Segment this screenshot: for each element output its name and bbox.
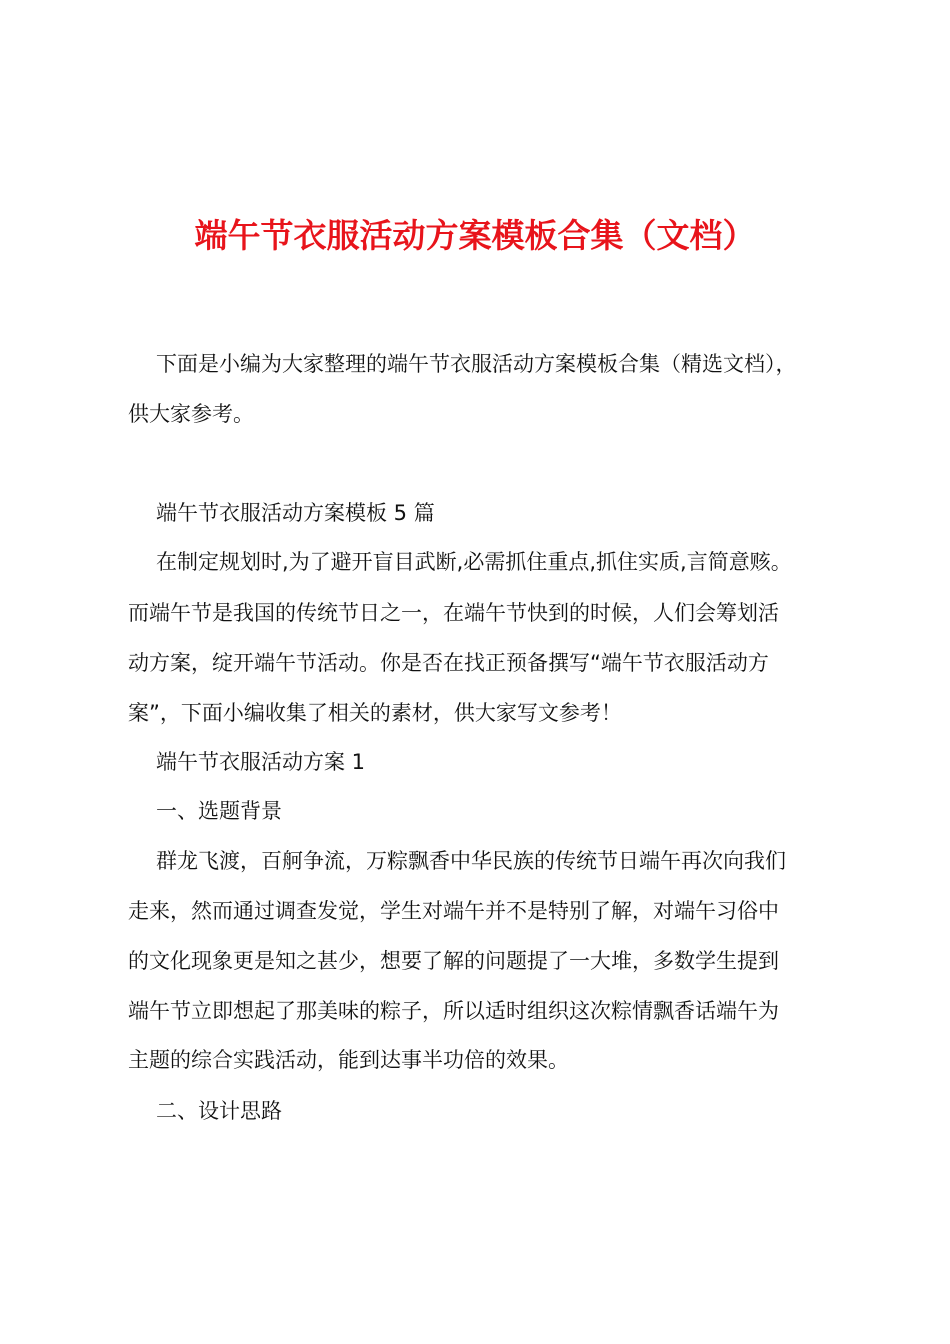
- intro-line-1: 下面是小编为大家整理的端午节衣服活动方案模板合集（精选文档），: [156, 352, 797, 376]
- para1-line-3: 动方案，绽开端午节活动。你是否在找正预备撰写“端午节衣服活动方: [128, 651, 769, 675]
- para2-line-4: 端午节立即想起了那美味的粽子，所以适时组织这次粽情飘香话端午为: [128, 999, 779, 1023]
- subheading-background: 一、选题背景: [156, 799, 282, 823]
- para1-line-4: 案”，下面小编收集了相关的素材，供大家写文参考！: [128, 701, 622, 725]
- plan-heading: 端午节衣服活动方案 1: [156, 750, 366, 774]
- para1-line-1: 在制定规划时,为了避开盲目武断,必需抓住重点,抓住实质,言简意赅。: [156, 550, 792, 574]
- para2-line-5: 主题的综合实践活动，能到达事半功倍的效果。: [128, 1048, 569, 1072]
- para2-line-3: 的文化现象更是知之甚少，想要了解的问题提了一大堆，多数学生提到: [128, 949, 779, 973]
- intro-line-2: 供大家参考。: [128, 402, 254, 426]
- section-heading: 端午节衣服活动方案模板 5 篇: [156, 501, 435, 525]
- document-title: 端午节衣服活动方案模板合集（文档）: [194, 216, 756, 255]
- subheading-design: 二、设计思路: [156, 1099, 282, 1123]
- para2-line-2: 走来，然而通过调查发觉，学生对端午并不是特别了解，对端午习俗中: [128, 899, 779, 923]
- para1-line-2: 而端午节是我国的传统节日之一，在端午节快到的时候，人们会筹划活: [128, 601, 779, 625]
- para2-line-1: 群龙飞渡，百舸争流，万粽飘香中华民族的传统节日端午再次向我们: [156, 849, 786, 873]
